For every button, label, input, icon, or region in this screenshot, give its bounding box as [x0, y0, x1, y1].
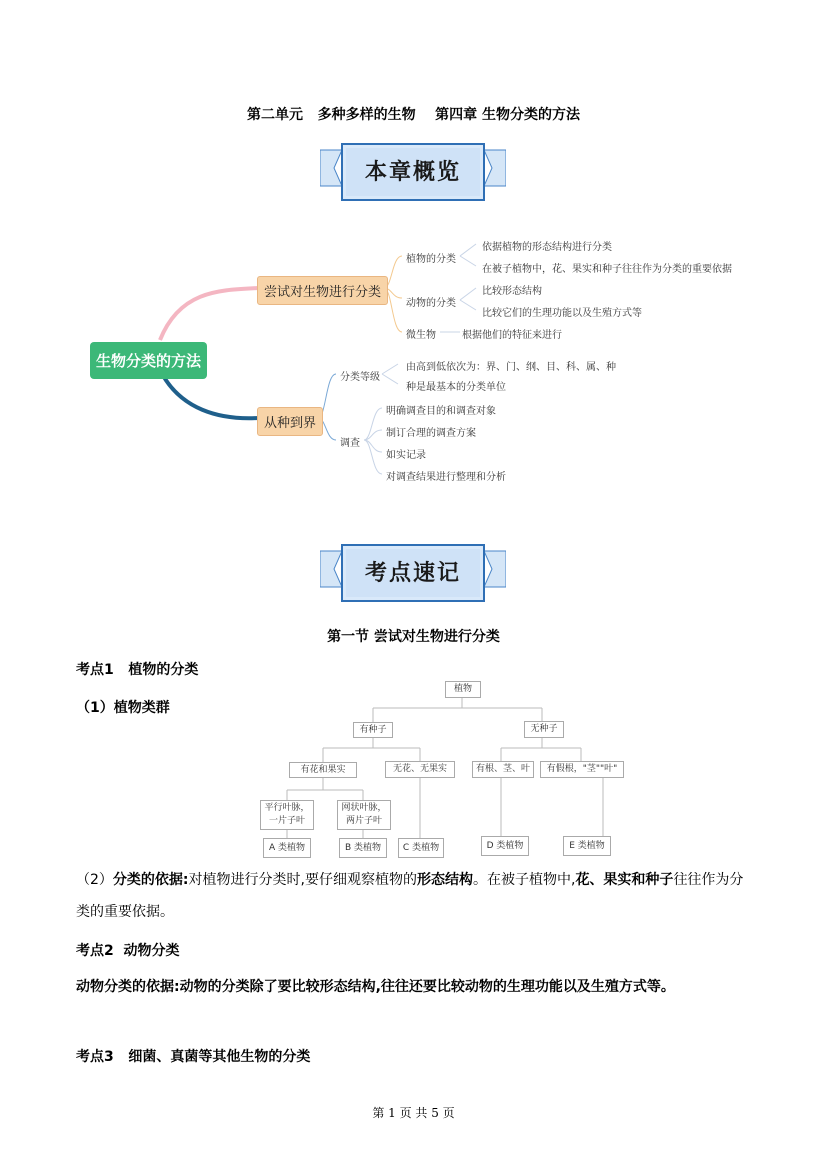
plant-classification-tree: [255, 676, 627, 862]
kp2-text: 动物分类的依据:动物的分类除了要比较形态结构,往往还要比较动物的生理功能以及生殖方式等。: [76, 979, 675, 995]
mind-map-microbes-label: 微生物: [406, 330, 436, 341]
tree-node-noseed: 无种子: [524, 721, 564, 738]
mind-map-microbes-item: 根据他们的特征来进行: [462, 330, 562, 341]
kp1-para-bold-2: 形态结构: [416, 872, 473, 888]
document-title: 第二单元 多种多样的生物 第四章 生物分类的方法: [247, 107, 580, 123]
kp3-title: 考点3 细菌、真菌等其他生物的分类: [76, 1049, 311, 1065]
tree-node-root-stem-leaf: 有根、茎、叶: [472, 761, 534, 778]
page-footer: 第 1 页 共 5 页: [372, 1106, 455, 1120]
mind-map-plants-item-1: 依据植物的形态结构进行分类: [482, 242, 612, 253]
mind-map-survey-label: 调查: [340, 438, 360, 449]
section-title: 第一节 尝试对生物进行分类: [327, 629, 500, 645]
mind-map-levels-label: 分类等级: [340, 372, 380, 383]
tree-node-net-vein: 网状叶脉， 两片子叶: [337, 800, 391, 830]
mind-map-survey-item-1: 明确调查目的和调查对象: [386, 406, 496, 417]
mind-map-plants-label: 植物的分类: [406, 254, 456, 265]
banner-overview: [320, 140, 506, 204]
mind-map-branch-species: 从种到界: [257, 407, 323, 436]
kp1-para-text-3: 往往作为分类的重要依据。: [76, 872, 744, 920]
kp1-paragraph: [76, 864, 756, 928]
mind-map: [0, 220, 827, 500]
tree-node-parallel-vein: 平行叶脉， 一片子叶: [260, 800, 314, 830]
tree-node-b: B 类植物: [339, 838, 387, 858]
mind-map-survey-item-2: 制订合理的调查方案: [386, 428, 476, 439]
mind-map-plants-item-2: 在被子植物中，花、果实和种子往往作为分类的重要依据: [482, 264, 732, 275]
kp1-title: 考点1 植物的分类: [76, 662, 199, 678]
banner-overview-text: 本章概览: [364, 160, 461, 185]
mind-map-root: 生物分类的方法: [90, 342, 207, 379]
mind-map-levels-item-2: 种是最基本的分类单位: [406, 382, 506, 393]
kp1-para-bold-1: 分类的依据:: [112, 872, 189, 888]
tree-node-d: D 类植物: [481, 836, 529, 856]
tree-node-a: A 类植物: [263, 838, 311, 858]
mind-map-survey-item-3: 如实记录: [386, 450, 426, 461]
tree-node-seed: 有种子: [353, 722, 393, 738]
kp1-para-prefix: （2）: [76, 872, 113, 888]
kp1-para-text-2: 。在被子植物中,: [472, 872, 576, 888]
kp1-sub1: （1）植物类群: [76, 700, 170, 716]
banner-quick-notes-text: 考点速记: [364, 561, 461, 586]
tree-node-e: E 类植物: [563, 836, 611, 856]
tree-node-fake-root: 有假根，"茎""叶": [540, 761, 624, 778]
mind-map-animals-item-2: 比较它们的生理功能以及生殖方式等: [482, 308, 642, 319]
mind-map-animals-label: 动物的分类: [406, 298, 456, 309]
tree-node-c: C 类植物: [398, 838, 444, 858]
kp1-para-text-1: 对植物进行分类时,要仔细观察植物的: [188, 872, 417, 888]
tree-node-plants: 植物: [445, 681, 481, 698]
tree-node-no-flower-fruit: 无花、无果实: [385, 761, 455, 778]
banner-quick-notes: [320, 541, 506, 605]
mind-map-branch-classify: 尝试对生物进行分类: [257, 276, 388, 305]
tree-node-flower-fruit: 有花和果实: [289, 762, 357, 778]
kp2-title: 考点2 动物分类: [76, 943, 180, 959]
mind-map-survey-item-4: 对调查结果进行整理和分析: [386, 472, 506, 483]
mind-map-animals-item-1: 比较形态结构: [482, 286, 542, 297]
mind-map-levels-item-1: 由高到低依次为：界、门、纲、目、科、属、种: [406, 362, 616, 373]
kp1-para-bold-3: 花、果实和种子: [575, 872, 674, 888]
